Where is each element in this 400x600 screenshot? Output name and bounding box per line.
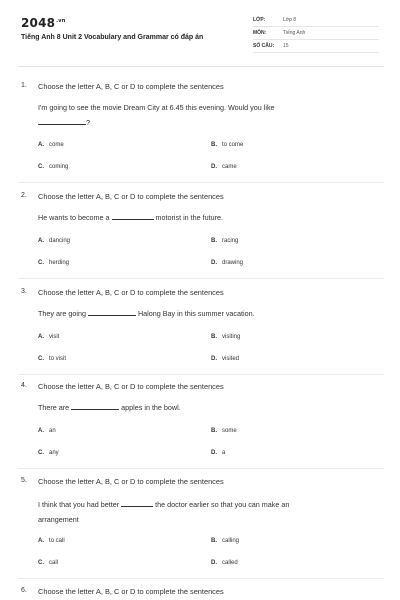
- option-text: to visit: [49, 356, 67, 362]
- answer-blank: [112, 213, 154, 220]
- document-title: Tiếng Anh 8 Unit 2 Vocabulary and Grammar có đáp án: [21, 34, 204, 41]
- option-letter: B.: [211, 334, 217, 340]
- option-a[interactable]: [38, 538, 65, 544]
- question-instruction: Choose the letter A, B, C or D to complete the sentences: [38, 587, 224, 596]
- option-letter: C.: [38, 164, 44, 170]
- option-c[interactable]: [38, 260, 69, 266]
- option-text: a: [222, 450, 226, 456]
- stem-text: I think that you had better: [38, 500, 120, 509]
- answer-blank: [38, 118, 86, 125]
- stem-text: There are: [38, 403, 70, 412]
- option-d[interactable]: [211, 356, 239, 362]
- question-number: 4.: [21, 382, 27, 389]
- option-b[interactable]: [211, 538, 239, 544]
- option-b[interactable]: [211, 142, 243, 148]
- meta-value: 15: [283, 43, 289, 49]
- option-letter: B.: [211, 428, 217, 434]
- option-d[interactable]: [211, 260, 243, 266]
- option-c[interactable]: [38, 560, 58, 566]
- option-text: drawing: [222, 260, 244, 266]
- option-letter: D.: [211, 450, 217, 456]
- option-letter: A.: [38, 334, 44, 340]
- answer-blank: [88, 309, 136, 316]
- option-letter: A.: [38, 538, 44, 544]
- question-number: 3.: [21, 288, 27, 295]
- question-number: 6.: [21, 587, 27, 594]
- question-number: 2.: [21, 192, 27, 199]
- stem-text-end: apples in the bowl.: [121, 403, 181, 412]
- meta-table: [253, 14, 379, 53]
- option-text: any: [49, 450, 59, 456]
- option-a[interactable]: [38, 142, 64, 148]
- meta-label: SỐ CÂU:: [253, 43, 275, 49]
- question-instruction: Choose the letter A, B, C or D to complete the sentences: [38, 477, 224, 486]
- stem-text-end: arrangement: [38, 515, 79, 524]
- option-letter: A.: [38, 142, 44, 148]
- option-b[interactable]: [211, 428, 237, 434]
- question-separator: [18, 278, 384, 279]
- option-letter: D.: [211, 560, 217, 566]
- option-text: racing: [222, 238, 239, 244]
- question-stem: [38, 306, 368, 321]
- option-d[interactable]: [211, 560, 238, 566]
- question-stem: [38, 497, 368, 527]
- question-number: 1.: [21, 82, 27, 89]
- option-letter: C.: [38, 560, 44, 566]
- question-stem: [38, 210, 368, 225]
- question-instruction: Choose the letter A, B, C or D to complete the sentences: [38, 82, 224, 91]
- option-text: came: [222, 164, 237, 170]
- option-letter: D.: [211, 164, 217, 170]
- option-text: coming: [49, 164, 69, 170]
- option-text: visiting: [222, 334, 241, 340]
- meta-row-subject: [253, 27, 379, 40]
- stem-text-end: Halong Bay in this summer vacation.: [137, 309, 255, 318]
- meta-row-class: [253, 14, 379, 27]
- stem-text: They are going: [38, 309, 86, 318]
- option-text: calling: [222, 538, 240, 544]
- question-separator: [18, 182, 384, 183]
- option-text: to come: [222, 142, 244, 148]
- option-text: herding: [49, 260, 70, 266]
- question-stem: [38, 100, 368, 130]
- option-c[interactable]: [38, 164, 68, 170]
- option-c[interactable]: [38, 356, 66, 362]
- option-d[interactable]: [211, 450, 225, 456]
- option-text: some: [222, 428, 237, 434]
- option-text: to call: [49, 538, 65, 544]
- option-a[interactable]: [38, 334, 59, 340]
- option-a[interactable]: [38, 238, 70, 244]
- option-letter: D.: [211, 356, 217, 362]
- option-text: call: [49, 560, 59, 566]
- stem-text-end: motorist in the future.: [155, 213, 224, 222]
- meta-value: Lớp 8: [283, 17, 297, 23]
- meta-label: LỚP:: [253, 17, 266, 23]
- option-letter: C.: [38, 450, 44, 456]
- question-separator: [18, 578, 384, 579]
- option-text: visited: [222, 356, 240, 362]
- stem-text-end: ?: [86, 118, 90, 127]
- option-letter: C.: [38, 356, 44, 362]
- question-stem: [38, 400, 368, 415]
- meta-label: MÔN:: [253, 30, 267, 36]
- option-text: visit: [49, 334, 60, 340]
- logo-suffix: .vn: [56, 18, 66, 24]
- question-instruction: Choose the letter A, B, C or D to complete the sentences: [38, 382, 224, 391]
- question-number: 5.: [21, 477, 27, 484]
- option-c[interactable]: [38, 450, 59, 456]
- answer-blank: [121, 500, 153, 507]
- site-logo[interactable]: [21, 16, 66, 30]
- header-divider: [18, 66, 384, 67]
- option-d[interactable]: [211, 164, 237, 170]
- answer-blank: [71, 403, 119, 410]
- option-letter: B.: [211, 142, 217, 148]
- stem-text-mid: the doctor earlier so that you can make an: [155, 500, 290, 509]
- question-instruction: Choose the letter A, B, C or D to complete the sentences: [38, 192, 224, 201]
- option-letter: B.: [211, 238, 217, 244]
- option-b[interactable]: [211, 334, 240, 340]
- stem-text: He wants to become a: [38, 213, 110, 222]
- option-b[interactable]: [211, 238, 238, 244]
- option-a[interactable]: [38, 428, 56, 434]
- page-header: [0, 0, 400, 62]
- option-text: called: [222, 560, 238, 566]
- option-text: dancing: [49, 238, 71, 244]
- stem-text: I'm going to see the movie Dream City at 6.45 this evening. Would you like: [38, 103, 275, 112]
- option-letter: A.: [38, 238, 44, 244]
- meta-row-count: [253, 40, 379, 53]
- logo-text: 2048: [21, 16, 56, 30]
- option-text: an: [49, 428, 56, 434]
- option-letter: B.: [211, 538, 217, 544]
- question-instruction: Choose the letter A, B, C or D to complete the sentences: [38, 288, 224, 297]
- meta-value: Tiếng Anh: [283, 30, 306, 36]
- option-text: come: [49, 142, 64, 148]
- question-separator: [18, 468, 384, 469]
- option-letter: A.: [38, 428, 44, 434]
- option-letter: D.: [211, 260, 217, 266]
- question-separator: [18, 374, 384, 375]
- option-letter: C.: [38, 260, 44, 266]
